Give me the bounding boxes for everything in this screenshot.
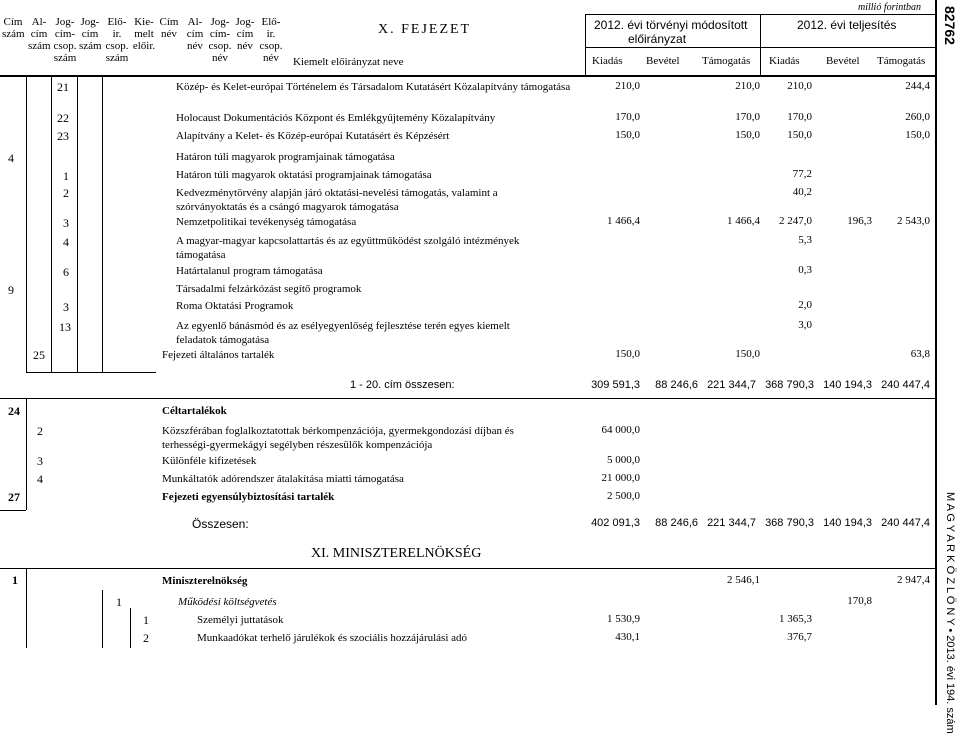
sub-col-kiadas-1: Kiadás <box>592 55 623 67</box>
row-value: 376,7 <box>787 631 812 643</box>
row-text: Fejezeti általános tartalék <box>162 349 275 361</box>
col-header-alcim-nev: Al- cím név <box>186 16 204 52</box>
col-header-jogcimcsop-nev: Jog- cím- csop. név <box>208 16 232 64</box>
modified-title-line2: előirányzat <box>628 32 687 46</box>
row-code: 24 <box>8 404 20 418</box>
subtotal-value: 240 447,4 <box>881 379 930 391</box>
row-value: 150,0 <box>615 129 640 141</box>
subtotal-value: 140 194,3 <box>823 379 872 391</box>
row-code: 3 <box>63 300 69 314</box>
row-value: 21 000,0 <box>601 472 640 484</box>
total-value: 402 091,3 <box>591 517 640 529</box>
row-code: 4 <box>63 235 69 249</box>
chapter-11-title: XI. MINISZTERELNÖKSÉG <box>311 546 482 561</box>
subtotal-value: 88 246,6 <box>655 379 698 391</box>
sub-col-tamogatas-2: Támogatás <box>877 55 926 67</box>
header-bottom-rule <box>0 75 935 77</box>
row-value: 150,0 <box>735 129 760 141</box>
row-text: A magyar-magyar kapcsolattartás és az együttműködést szolgáló intézmények támogatása <box>176 235 520 261</box>
row-value: 150,0 <box>735 348 760 360</box>
header-top-rule <box>585 14 935 15</box>
total-value: 221 344,7 <box>707 517 756 529</box>
row-text: Működési költségvetés <box>178 596 277 608</box>
journal-title: M A G Y A R K Ö Z L Ö N Y • 2013. évi 194. szám <box>944 492 956 734</box>
total-value: 368 790,3 <box>765 517 814 529</box>
row-code: 2 <box>63 186 69 200</box>
row-value: 63,8 <box>910 348 930 360</box>
row-code: 1 <box>116 595 122 609</box>
row-value: 170,0 <box>615 111 640 123</box>
row-text: Személyi juttatások <box>197 614 284 626</box>
col-header-jogcimcsop-szam: Jog- cím- csop. szám <box>53 16 77 64</box>
total-value: 140 194,3 <box>823 517 872 529</box>
col-header-alcim-szam: Al- cím szám <box>28 16 51 52</box>
row-text: Alapítvány a Kelet- és Közép-európai Kutatásért és Képzésért <box>176 130 450 142</box>
header-divider-1 <box>585 14 586 75</box>
row-text: Közép- és Kelet-európai Történelem és Társadalom Kutatásért Közalapítvány támogatása <box>176 81 571 93</box>
left-block-bottom <box>26 372 156 373</box>
col-header-jogcim-nev: Jog- cím név <box>235 16 255 52</box>
row-code: 4 <box>8 151 14 165</box>
total-value: 88 246,6 <box>655 517 698 529</box>
actual-title: 2012. évi teljesítés <box>797 18 897 32</box>
row-code: 2 <box>143 631 149 645</box>
row-value: 430,1 <box>615 631 640 643</box>
row-text: Fejezeti egyensúlybiztosítási tartalék <box>162 491 335 503</box>
header-divider-2 <box>760 14 761 75</box>
col-line-b <box>51 75 52 372</box>
reserves-col-line <box>26 398 27 510</box>
row-text: Holocaust Dokumentációs Központ és Emlékgyűjtemény Közalapítvány <box>176 112 496 124</box>
row-code: 21 <box>57 80 69 94</box>
row-value: 210,0 <box>787 80 812 92</box>
row-value: 2 247,0 <box>779 215 812 227</box>
row-code: 1 <box>143 613 149 627</box>
row-value: 40,2 <box>792 186 812 198</box>
row-text: Munkaadókat terhelő járulékok és szociális hozzájárulási adó <box>197 632 468 644</box>
row-code: 25 <box>33 348 45 362</box>
row-code: 22 <box>57 111 69 125</box>
row-text: Határtalanul program támogatása <box>176 265 323 277</box>
row-text: Közszférában foglalkoztatottak bérkompenzációja, gyermekgondozási díjban és terhességi-gyermekágyi segélyben részesülők kompenzációja <box>162 425 514 451</box>
row-value: 170,0 <box>735 111 760 123</box>
row-value: 1 466,4 <box>607 215 640 227</box>
col-line-d <box>102 75 103 372</box>
row-value: 150,0 <box>787 129 812 141</box>
row-value: 2 500,0 <box>607 490 640 502</box>
row-value: 5 000,0 <box>607 454 640 466</box>
row-value: 170,8 <box>847 595 872 607</box>
row-code: 1 <box>63 169 69 183</box>
col-header-cim-szam: Cím szám <box>2 16 25 40</box>
row-code: 3 <box>63 216 69 230</box>
subtotal-label: 1 - 20. cím összesen: <box>350 379 455 391</box>
sub-col-bevetel-2: Bevétel <box>826 55 860 67</box>
row-text: Munkáltatók adórendszer átalakítása miatti támogatása <box>162 473 404 485</box>
sub-col-tamogatas-1: Támogatás <box>702 55 751 67</box>
row-value: 2 947,4 <box>897 574 930 586</box>
ch11-col-line-a <box>26 568 27 648</box>
reserves-bottom-rule <box>0 510 26 511</box>
row-value: 3,0 <box>798 319 812 331</box>
row-text: Különféle kifizetések <box>162 455 257 467</box>
col-header-cim-nev: Cím név <box>159 16 179 40</box>
col-line-c <box>77 75 78 372</box>
row-code: 1 <box>12 573 18 587</box>
subtotal-value: 309 591,3 <box>591 379 640 391</box>
highlight-label: Kiemelt előirányzat neve <box>293 56 404 68</box>
total-value: 240 447,4 <box>881 517 930 529</box>
col-header-eloir-csop-nev: Elő- ir. csop. név <box>259 16 283 64</box>
row-value: 196,3 <box>847 215 872 227</box>
row-text: Nemzetpolitikai tevékenység támogatása <box>176 216 357 228</box>
row-code: 23 <box>57 129 69 143</box>
col-header-jogcim-szam: Jog- cím szám <box>79 16 102 52</box>
page-number: 82762 <box>942 6 958 45</box>
row-value: 1 365,3 <box>779 613 812 625</box>
row-value: 170,0 <box>787 111 812 123</box>
row-value: 150,0 <box>905 129 930 141</box>
row-value: 260,0 <box>905 111 930 123</box>
ch11-col-line-b <box>102 590 103 648</box>
row-value: 64 000,0 <box>601 424 640 436</box>
row-value: 5,3 <box>798 234 812 246</box>
row-code: 27 <box>8 490 20 504</box>
unit-label: millió forintban <box>858 2 922 13</box>
row-text: Határon túli magyarok oktatási programjainak támogatása <box>176 169 432 181</box>
reserves-top-rule <box>0 398 935 399</box>
subtotal-value: 368 790,3 <box>765 379 814 391</box>
row-value: 0,3 <box>798 264 812 276</box>
sub-col-bevetel-1: Bevétel <box>646 55 680 67</box>
row-value: 210,0 <box>615 80 640 92</box>
row-code: 13 <box>59 320 71 334</box>
row-value: 150,0 <box>615 348 640 360</box>
row-text: Miniszterelnökség <box>162 575 248 587</box>
row-value: 244,4 <box>905 80 930 92</box>
col-header-eloir-csop: Elő- ir. csop. szám <box>105 16 129 64</box>
subtotal-value: 221 344,7 <box>707 379 756 391</box>
modified-title-line1: 2012. évi törvényi módosított <box>594 18 748 32</box>
row-code: 9 <box>8 283 14 297</box>
chapter11-top-rule <box>0 568 935 569</box>
row-text: Céltartalékok <box>162 405 227 417</box>
row-code: 4 <box>37 472 43 486</box>
row-value: 2,0 <box>798 299 812 311</box>
row-value: 2 543,0 <box>897 215 930 227</box>
ch11-col-line-c <box>130 608 131 648</box>
row-value: 1 530,9 <box>607 613 640 625</box>
row-value: 2 546,1 <box>727 574 760 586</box>
row-value: 210,0 <box>735 80 760 92</box>
row-text: Kedvezménytörvény alapján járó oktatási-nevelési támogatás, valamint a szórványoktatás és a csángó magyarok támogatása <box>176 187 498 213</box>
col-header-kiemelt-eloir: Kie- melt előir. <box>132 16 156 52</box>
col-line-a <box>26 75 27 372</box>
row-value: 1 466,4 <box>727 215 760 227</box>
total-label: Összesen: <box>192 517 249 531</box>
row-text: Roma Oktatási Programok <box>176 300 294 312</box>
row-code: 3 <box>37 454 43 468</box>
row-value: 77,2 <box>792 168 812 180</box>
chapter-title: X. FEJEZET <box>378 22 472 37</box>
row-code: 2 <box>37 424 43 438</box>
row-code: 6 <box>63 265 69 279</box>
sub-col-kiadas-2: Kiadás <box>769 55 800 67</box>
right-border <box>935 0 937 705</box>
row-text: Az egyenlő bánásmód és az esélyegyenlőség fejlesztése terén egyes kiemelt feladatok támogatása <box>176 320 510 346</box>
row-text: Határon túli magyarok programjainak támogatása <box>176 151 395 163</box>
row-text: Társadalmi felzárkózást segítő programok <box>176 283 362 295</box>
